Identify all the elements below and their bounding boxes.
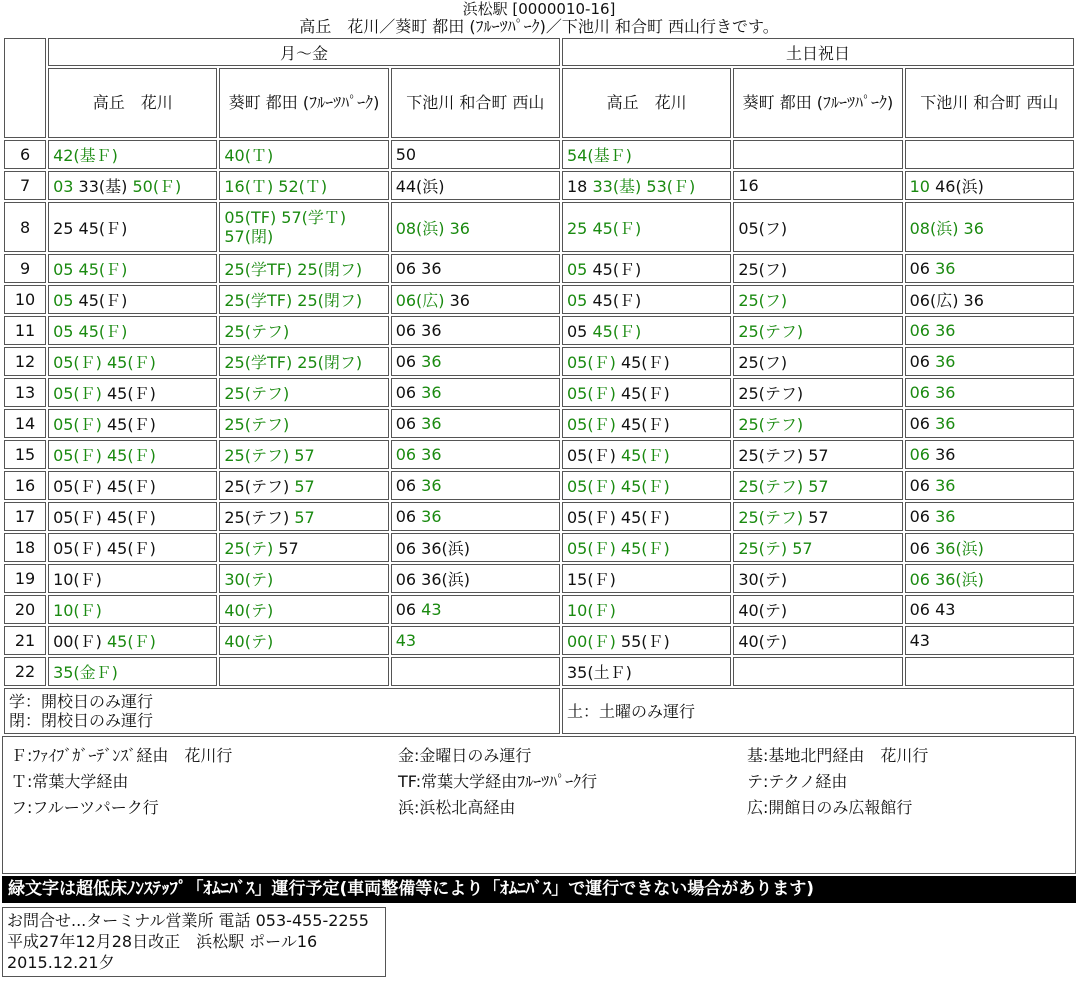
departure-cell <box>391 378 560 407</box>
hour-cell: 6 <box>4 140 46 169</box>
departure-times: 45(Ｆ) <box>107 415 156 434</box>
departure-times: 30(テ) <box>738 570 788 589</box>
departure-cell <box>219 140 388 169</box>
departure-cell <box>905 171 1074 200</box>
departure-cell <box>733 533 902 562</box>
departure-times: 45(Ｆ) <box>107 384 156 403</box>
departure-cell <box>48 285 217 314</box>
departure-cell <box>48 564 217 593</box>
departure-times: 05(フ) <box>738 218 788 238</box>
departure-times: 05 <box>53 291 79 310</box>
departure-times: 05(Ｆ) <box>567 415 621 434</box>
departure-times: 36 <box>421 507 442 526</box>
departure-cell <box>562 409 731 438</box>
departure-cell <box>219 533 388 562</box>
departure-cell <box>733 316 902 345</box>
legend-item: 浜:浜松北高経由 <box>398 798 516 817</box>
departure-times: 10(Ｆ) <box>53 601 102 620</box>
departure-times: 05(Ｆ) 45(Ｆ) <box>53 353 156 372</box>
departure-cell <box>391 140 560 169</box>
departure-times: 45(Ｆ) <box>620 353 670 372</box>
departure-cell <box>391 285 560 314</box>
timetable-row <box>4 378 1074 407</box>
timetable <box>2 36 1076 736</box>
note-line: 土：土曜のみ運行 <box>567 701 696 721</box>
departure-cell <box>562 502 731 531</box>
legend-item: Ｆ:ﾌｧｲﾌﾞｶﾞｰﾃﾞﾝｽﾞ経由 花川行 <box>11 746 233 765</box>
departure-times: 05 <box>567 322 593 341</box>
route-subtitle: 高丘 花川／葵町 都田 (ﾌﾙｰﾂﾊﾟｰｸ)／下池川 和合町 西山行きです。 <box>299 17 779 36</box>
departure-times: 06(広) <box>395 291 450 310</box>
hour-cell: 14 <box>4 409 46 438</box>
hour-cell: 7 <box>4 171 46 200</box>
departure-cell <box>219 347 388 376</box>
group-weekday: 月～金 <box>48 38 560 66</box>
departure-times: 43 <box>395 631 417 650</box>
hour-cell: 12 <box>4 347 46 376</box>
departure-cell <box>48 202 217 252</box>
departure-times: 05(Ｆ) 45(Ｆ) <box>567 508 670 527</box>
hour-cell: 15 <box>4 440 46 469</box>
departure-times: 05(TF) 57(学Ｔ) 57(閉) <box>224 208 347 246</box>
departure-cell <box>48 533 217 562</box>
departure-times: 36 <box>421 476 442 495</box>
departure-times: 05(Ｆ) 45(Ｆ) <box>53 539 156 558</box>
departure-times: 36 <box>935 476 956 495</box>
departure-cell <box>733 440 902 469</box>
station-title: 浜松駅 [0000010-16] <box>462 0 616 18</box>
departure-times: 54(基Ｆ) <box>567 146 632 165</box>
departure-times: 45(Ｆ) <box>592 322 642 341</box>
departure-times: 08(浜) 36 <box>909 218 984 238</box>
departure-times: 40(テ) <box>738 632 788 651</box>
departure-times: 05 <box>567 260 593 279</box>
departure-cell <box>562 140 731 169</box>
departure-times: 00(Ｆ) <box>567 632 621 651</box>
departure-cell <box>391 202 560 252</box>
timetable-row <box>4 626 1074 655</box>
departure-times: 06 <box>909 352 936 371</box>
departure-times: 05(Ｆ) <box>53 415 107 434</box>
departure-cell <box>219 502 388 531</box>
departure-times: 25(テ) <box>224 539 279 558</box>
departure-times: 45(Ｆ) <box>620 384 670 403</box>
departure-times: 57 <box>294 477 315 496</box>
departure-times: 25(テフ) <box>224 477 295 496</box>
group-holiday: 土日祝日 <box>562 38 1074 66</box>
departure-times: 36 <box>935 259 956 278</box>
departure-times: 06 36(浜) <box>395 570 470 589</box>
departure-times: 36 <box>935 507 956 526</box>
departure-times: 25(学TF) 25(閉フ) <box>224 291 363 310</box>
departure-times: 25(テフ) 57 <box>738 477 829 496</box>
departure-cell <box>48 254 217 283</box>
departure-cell <box>905 347 1074 376</box>
departure-times: 06 <box>395 600 422 619</box>
departure-cell <box>905 564 1074 593</box>
departure-cell <box>733 564 902 593</box>
departure-times: 50 <box>395 145 417 164</box>
timetable-row <box>4 471 1074 500</box>
departure-cell <box>562 564 731 593</box>
legend-item: 基:基地北門経由 花川行 <box>747 746 929 765</box>
departure-cell <box>391 316 560 345</box>
departure-cell <box>905 533 1074 562</box>
departure-cell <box>905 378 1074 407</box>
departure-times: 25(フ) <box>738 260 788 279</box>
legend-item: TF:常葉大学経由ﾌﾙｰﾂﾊﾟｰｸ行 <box>398 772 598 791</box>
departure-times: 06 <box>395 383 422 402</box>
departure-cell <box>391 564 560 593</box>
departure-times: 10(Ｆ) <box>53 570 102 589</box>
departure-cell <box>219 378 388 407</box>
departure-times: 05(Ｆ) <box>53 384 107 403</box>
hour-cell: 13 <box>4 378 46 407</box>
page-header <box>0 0 1078 36</box>
departure-times: 25(学TF) 25(閉フ) <box>224 260 363 279</box>
departure-times: 25(テフ) <box>738 415 804 434</box>
departure-times: 06 <box>395 414 422 433</box>
departure-times: 55(Ｆ) <box>620 632 670 651</box>
departure-cell <box>48 657 217 686</box>
departure-times: 00(Ｆ) <box>53 632 107 651</box>
contact-box: お問合せ...ターミナル営業所 電話 053-455-2255 平成27年12月28日改正 浜松駅 ポール16 2015.12.21夕 <box>2 907 386 977</box>
timetable-row <box>4 171 1074 200</box>
legend-item: 広:開館日のみ広報館行 <box>747 798 913 817</box>
departure-cell <box>219 564 388 593</box>
departure-cell <box>562 254 731 283</box>
departure-times: 25(フ) <box>738 353 788 372</box>
departure-times: 06 36 <box>395 259 442 278</box>
timetable-row <box>4 440 1074 469</box>
departure-times: 46(浜) <box>935 177 984 196</box>
departure-times: 03 <box>53 177 79 196</box>
departure-cell <box>219 657 388 686</box>
departure-times: 06 <box>395 476 422 495</box>
departure-times: 06 <box>909 414 936 433</box>
departure-times: 43 <box>421 600 442 619</box>
departure-times: 36 <box>421 383 442 402</box>
hour-cell: 16 <box>4 471 46 500</box>
departure-cell <box>905 471 1074 500</box>
departure-times: 10(Ｆ) <box>567 601 616 620</box>
hour-header <box>4 38 46 138</box>
departure-cell <box>391 657 560 686</box>
departure-cell <box>219 440 388 469</box>
departure-times: 05(Ｆ) 45(Ｆ) <box>53 508 156 527</box>
departure-times: 33(基) 53(Ｆ) <box>592 177 696 196</box>
departure-cell <box>48 409 217 438</box>
departure-cell <box>391 409 560 438</box>
departure-times: 06 <box>909 476 936 495</box>
departure-cell <box>905 657 1074 686</box>
departure-times: 25(テフ) 57 <box>224 446 315 465</box>
departure-cell <box>391 533 560 562</box>
departure-times: 06 <box>909 259 936 278</box>
departure-times: 06 43 <box>909 600 956 619</box>
departure-cell <box>48 347 217 376</box>
departure-times: 25(テフ) <box>738 384 804 403</box>
hour-cell: 11 <box>4 316 46 345</box>
legend-item: フ:フルーツパーク行 <box>11 798 159 817</box>
departure-cell <box>391 171 560 200</box>
departure-times: 57 <box>278 539 299 558</box>
departure-times: 57 <box>294 508 315 527</box>
dest-header: 高丘 花川 <box>562 68 731 138</box>
departure-cell <box>733 140 902 169</box>
hour-cell: 19 <box>4 564 46 593</box>
timetable-row <box>4 140 1074 169</box>
timetable-row <box>4 595 1074 624</box>
departure-times: 25 45(Ｆ) <box>53 218 128 238</box>
departure-cell <box>905 502 1074 531</box>
departure-times: 45(Ｆ) <box>592 260 642 279</box>
departure-times: 15(Ｆ) <box>567 570 616 589</box>
departure-times: 35(土Ｆ) <box>567 663 632 682</box>
departure-cell <box>48 171 217 200</box>
departure-cell <box>48 471 217 500</box>
departure-times: 25(テフ) <box>738 322 804 341</box>
departure-cell <box>562 202 731 252</box>
hour-cell: 8 <box>4 202 46 252</box>
departure-times: 25(テフ) 57 <box>738 446 829 465</box>
departure-times: 33(基) <box>78 177 133 196</box>
hour-cell: 18 <box>4 533 46 562</box>
departure-times: 45(Ｆ) <box>620 446 670 465</box>
departure-times: 16(Ｔ) 52(Ｔ) <box>224 177 328 196</box>
departure-times: 35(金Ｆ) <box>53 663 118 682</box>
legend-box <box>2 736 1076 874</box>
departure-times: 05(Ｆ) <box>567 446 621 465</box>
departure-cell <box>391 595 560 624</box>
departure-times: 25(テフ) <box>224 508 295 527</box>
departure-times: 40(テ) <box>224 632 274 651</box>
departure-times: 44(浜) <box>395 177 445 196</box>
timetable-row <box>4 347 1074 376</box>
departure-times: 18 <box>567 177 593 196</box>
dest-header: 下池川 和合町 西山 <box>391 68 560 138</box>
departure-cell <box>562 533 731 562</box>
departure-times: 05(Ｆ) 45(Ｆ) <box>53 477 156 496</box>
departure-cell <box>733 378 902 407</box>
departure-cell <box>562 595 731 624</box>
departure-cell <box>48 502 217 531</box>
departure-cell <box>733 202 902 252</box>
departure-times: 36 <box>935 414 956 433</box>
departure-cell <box>48 316 217 345</box>
departure-times: 45(Ｆ) <box>107 632 156 651</box>
departure-cell <box>219 409 388 438</box>
timetable-row <box>4 533 1074 562</box>
timetable-body <box>4 140 1074 686</box>
departure-times: 36 <box>935 445 956 464</box>
departure-times: 06 <box>395 507 422 526</box>
departure-times: 05(Ｆ) 45(Ｆ) <box>53 446 156 465</box>
departure-cell <box>562 316 731 345</box>
dest-header: 葵町 都田 (ﾌﾙｰﾂﾊﾟｰｸ) <box>219 68 388 138</box>
departure-cell <box>391 440 560 469</box>
departure-cell <box>562 347 731 376</box>
departure-times: 25(テフ) <box>224 384 290 403</box>
departure-cell <box>905 254 1074 283</box>
departure-cell <box>219 254 388 283</box>
hour-cell: 17 <box>4 502 46 531</box>
departure-times: 06 <box>909 539 936 558</box>
departure-cell <box>219 285 388 314</box>
departure-cell <box>905 409 1074 438</box>
departure-times: 25(テフ) <box>224 322 290 341</box>
timetable-row <box>4 285 1074 314</box>
departure-times: 06(広) 36 <box>909 291 984 310</box>
departure-cell <box>219 595 388 624</box>
departure-times: 50(Ｆ) <box>132 177 182 196</box>
departure-times: 40(テ) <box>738 601 788 620</box>
departure-cell <box>562 626 731 655</box>
departure-cell <box>219 471 388 500</box>
departure-times: 40(テ) <box>224 601 274 620</box>
departure-times: 08(浜) 36 <box>395 218 470 238</box>
timetable-row <box>4 409 1074 438</box>
note-line: 学：開校日のみ運行 <box>9 692 154 711</box>
hour-cell: 9 <box>4 254 46 283</box>
departure-cell <box>733 285 902 314</box>
departure-cell <box>733 626 902 655</box>
departure-times: 25(学TF) 25(閉フ) <box>224 353 363 372</box>
departure-times: 05 <box>567 291 593 310</box>
hour-cell: 22 <box>4 657 46 686</box>
departure-times: 25 45(Ｆ) <box>567 218 642 238</box>
departure-times: 06 36 <box>909 321 956 340</box>
departure-cell <box>48 440 217 469</box>
departure-times: 06 <box>909 507 936 526</box>
departure-cell <box>219 202 388 252</box>
departure-cell <box>391 502 560 531</box>
departure-cell <box>733 409 902 438</box>
departure-cell <box>905 626 1074 655</box>
low-floor-banner: 緑文字は超低床ﾉﾝｽﾃｯﾌﾟ「ｵﾑﾆﾊﾞｽ」運行予定(車両整備等により「ｵﾑﾆﾊﾞｽ」で運行できない場合があります) <box>2 876 1076 903</box>
departure-times: 25(テフ) <box>224 415 290 434</box>
legend-item: 金:金曜日のみ運行 <box>398 746 532 765</box>
departure-times: 40(Ｔ) <box>224 146 274 165</box>
departure-times: 06 36 <box>909 383 956 402</box>
departure-cell <box>562 171 731 200</box>
departure-times: 05(Ｆ) <box>567 353 621 372</box>
timetable-row <box>4 316 1074 345</box>
legend-item: Ｔ:常葉大学経由 <box>11 772 129 791</box>
departure-times: 16 <box>738 176 759 195</box>
hour-cell: 21 <box>4 626 46 655</box>
departure-cell <box>391 471 560 500</box>
departure-times: 36 <box>935 352 956 371</box>
departure-cell <box>219 171 388 200</box>
departure-times: 25(テフ) <box>738 508 809 527</box>
departure-times: 06 <box>395 352 422 371</box>
departure-cell <box>391 347 560 376</box>
departure-cell <box>562 657 731 686</box>
departure-times: 06 36 <box>395 445 442 464</box>
departure-cell <box>562 285 731 314</box>
departure-cell <box>391 254 560 283</box>
departure-times: 45(Ｆ) <box>620 415 670 434</box>
departure-times: 05 45(Ｆ) <box>53 260 128 279</box>
dest-header: 高丘 花川 <box>48 68 217 138</box>
departure-times: 10 <box>909 177 936 196</box>
departure-cell <box>733 171 902 200</box>
hour-cell: 10 <box>4 285 46 314</box>
timetable-row <box>4 657 1074 686</box>
departure-times: 36(浜) <box>935 539 984 558</box>
legend-item: テ:テクノ経由 <box>747 772 848 791</box>
departure-cell <box>905 440 1074 469</box>
timetable-row <box>4 202 1074 252</box>
dest-header: 下池川 和合町 西山 <box>905 68 1074 138</box>
departure-cell <box>562 471 731 500</box>
note-line: 閉：閉校日のみ運行 <box>9 711 154 730</box>
departure-times: 06 <box>909 445 936 464</box>
departure-cell <box>219 316 388 345</box>
timetable-row <box>4 502 1074 531</box>
departure-cell <box>48 595 217 624</box>
hour-cell: 20 <box>4 595 46 624</box>
departure-cell <box>905 202 1074 252</box>
departure-times: 06 36 <box>395 321 442 340</box>
departure-times: 43 <box>909 631 930 650</box>
departure-times: 45(Ｆ) <box>592 291 642 310</box>
departure-cell <box>733 254 902 283</box>
dest-header: 葵町 都田 (ﾌﾙｰﾂﾊﾟｰｸ) <box>733 68 902 138</box>
departure-times: 45(Ｆ) <box>78 291 128 310</box>
departure-times: 05(Ｆ) 45(Ｆ) <box>567 477 670 496</box>
departure-cell <box>48 626 217 655</box>
departure-times: 57 <box>808 508 829 527</box>
departure-times: 36 <box>421 352 442 371</box>
departure-cell <box>905 285 1074 314</box>
departure-times: 36 <box>421 414 442 433</box>
departure-cell <box>48 378 217 407</box>
departure-cell <box>905 316 1074 345</box>
departure-times: 36 <box>449 291 470 310</box>
departure-cell <box>733 347 902 376</box>
weekday-notes <box>4 688 560 734</box>
departure-cell <box>733 657 902 686</box>
departure-cell <box>733 595 902 624</box>
departure-times: 05(Ｆ) 45(Ｆ) <box>567 539 670 558</box>
departure-times: 30(テ) <box>224 570 274 589</box>
departure-cell <box>905 595 1074 624</box>
departure-cell <box>562 378 731 407</box>
departure-times: 25(テ) 57 <box>738 539 813 558</box>
timetable-row <box>4 564 1074 593</box>
departure-cell <box>733 471 902 500</box>
departure-times: 06 36(浜) <box>909 570 984 589</box>
departure-times: 25(フ) <box>738 291 788 310</box>
departure-cell <box>48 140 217 169</box>
holiday-notes <box>562 688 1074 734</box>
departure-cell <box>905 140 1074 169</box>
departure-times: 05(Ｆ) <box>567 384 621 403</box>
departure-cell <box>733 502 902 531</box>
departure-cell <box>562 440 731 469</box>
timetable-row <box>4 254 1074 283</box>
departure-cell <box>219 626 388 655</box>
departure-times: 05 45(Ｆ) <box>53 322 128 341</box>
departure-times: 42(基Ｆ) <box>53 146 118 165</box>
departure-times: 06 36(浜) <box>395 539 470 558</box>
departure-cell <box>391 626 560 655</box>
